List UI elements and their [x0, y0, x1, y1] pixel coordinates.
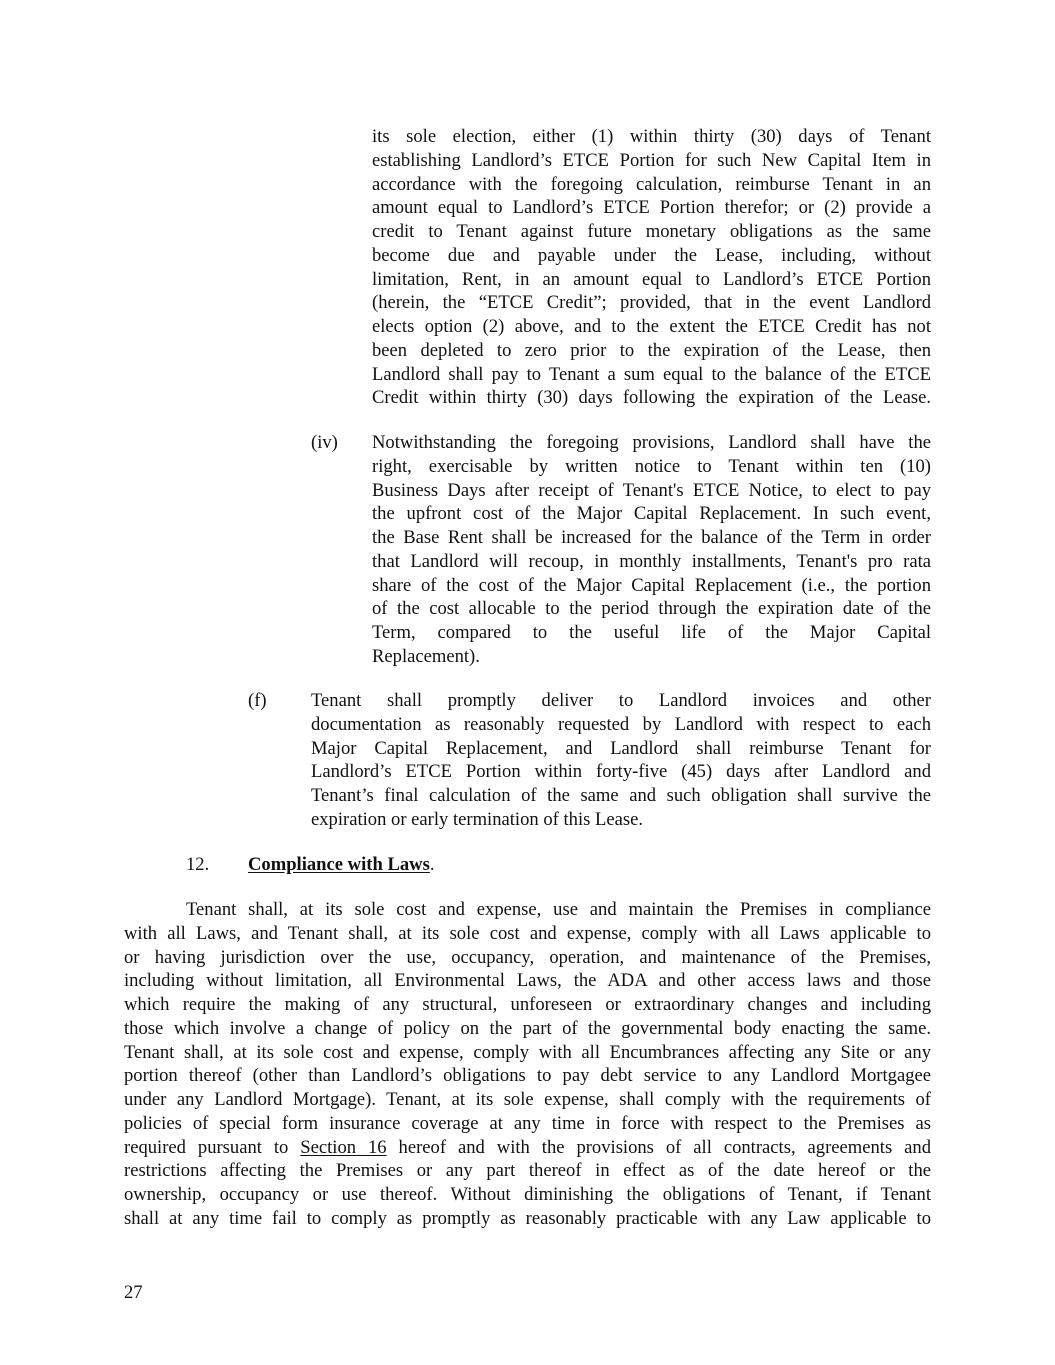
text-line: establishing Landlord’s ETCE Portion for such New Capital Item in — [372, 149, 931, 171]
text-line: the Base Rent shall be increased for the balance of the Term in order — [372, 527, 931, 548]
clause-f-label: (f) — [248, 690, 267, 711]
text-line: including without limitation, all Environmental Laws, the ADA and other access laws and those — [124, 970, 931, 992]
section-12-number: 12. — [186, 854, 210, 875]
text-line: elects option (2) above, and to the extent the ETCE Credit has not — [372, 316, 931, 337]
text-line: right, exercisable by written notice to Tenant within ten (10) — [372, 455, 931, 477]
text-line: its sole election, either (1) within thirty (30) days of Tenant — [372, 126, 931, 147]
text-line: accordance with the foregoing calculation, reimburse Tenant in an — [372, 173, 931, 195]
text-line: Tenant shall promptly deliver to Landlord invoices and other — [311, 690, 931, 711]
text-line: of the cost allocable to the period through the expiration date of the — [372, 598, 931, 620]
text-line: expiration or early termination of this Lease. — [311, 808, 643, 830]
text-line: amount equal to Landlord’s ETCE Portion therefor; or (2) provide a — [372, 197, 931, 219]
text-line: with all Laws, and Tenant shall, at its sole cost and expense, comply with all Laws applicable to — [124, 922, 931, 944]
clause-iv-label: (iv) — [311, 432, 338, 453]
text-line: restrictions affecting the Premises or any part thereof in effect as of the date hereof or the — [124, 1160, 931, 1182]
clause-f-paragraph — [311, 689, 931, 832]
xref-before: required pursuant to — [124, 1136, 301, 1158]
text-line: become due and payable under the Lease, including, without — [372, 244, 931, 266]
text-line-with-xref — [124, 1136, 931, 1160]
section-16-link[interactable]: Section 16 — [300, 1136, 387, 1158]
text-line: limitation, Rent, in an amount equal to Landlord’s ETCE Portion — [372, 268, 931, 290]
text-line: under any Landlord Mortgage). Tenant, at its sole expense, shall comply with the requirements of — [124, 1089, 931, 1110]
text-line: been depleted to zero prior to the expiration of the Lease, then — [372, 339, 931, 361]
section-12-title: Compliance with Laws — [248, 854, 430, 875]
text-line: share of the cost of the Major Capital Replacement (i.e., the portion — [372, 574, 931, 596]
section-12-paragraph — [124, 898, 931, 1231]
text-line: Tenant shall, at its sole cost and expense, use and maintain the Premises in compliance — [186, 899, 931, 920]
text-line: policies of special form insurance coverage at any time in force with respect to the Premises as — [124, 1112, 931, 1134]
clause-iv-paragraph — [372, 431, 931, 669]
text-line: Credit within thirty (30) days following the expiration of the Lease. — [372, 387, 931, 409]
text-line: Major Capital Replacement, and Landlord shall reimburse Tenant for — [311, 737, 931, 759]
text-line: which require the making of any structural, unforeseen or extraordinary changes and including — [124, 994, 931, 1015]
text-line: credit to Tenant against future monetary obligations as the same — [372, 221, 931, 242]
text-line: (herein, the “ETCE Credit”; provided, that in the event Landlord — [372, 292, 931, 314]
section-12-title-suffix: . — [429, 854, 435, 875]
section-12-heading — [248, 853, 434, 877]
text-line: or having jurisdiction over the use, occupancy, operation, and maintenance of the Premises, — [124, 946, 931, 968]
xref-after: hereof and with the provisions of all contracts, agreements and — [386, 1136, 931, 1158]
text-line: Landlord shall pay to Tenant a sum equal to the balance of the ETCE — [372, 363, 931, 385]
text-line: Notwithstanding the foregoing provisions, Landlord shall have the — [372, 432, 931, 453]
text-line: Tenant’s final calculation of the same and such obligation shall survive the — [311, 785, 931, 806]
text-line: shall at any time fail to comply as promptly as reasonably practicable with any Law applicable to — [124, 1207, 931, 1229]
text-line: Tenant shall, at its sole cost and expense, comply with all Encumbrances affecting any Site or any — [124, 1041, 931, 1063]
text-line: the upfront cost of the Major Capital Replacement. In such event, — [372, 503, 931, 525]
text-line: that Landlord will recoup, in monthly installments, Tenant's pro rata — [372, 550, 931, 572]
text-line: documentation as reasonably requested by Landlord with respect to each — [311, 713, 931, 735]
text-line: ownership, occupancy or use thereof. Without diminishing the obligations of Tenant, if Tenant — [124, 1184, 931, 1205]
page-number: 27 — [124, 1282, 143, 1303]
text-line: Term, compared to the useful life of the Major Capital — [372, 622, 931, 643]
text-line: those which involve a change of policy on the part of the governmental body enacting the same. — [124, 1017, 931, 1039]
text-line: Landlord’s ETCE Portion within forty-five (45) days after Landlord and — [311, 761, 931, 783]
text-line: Business Days after receipt of Tenant's ETCE Notice, to elect to pay — [372, 479, 931, 501]
text-line: portion thereof (other than Landlord’s obligations to pay debt service to any Landlord Mortgagee — [124, 1065, 931, 1087]
continuation-paragraph — [372, 125, 931, 410]
text-line: Replacement). — [372, 645, 480, 667]
